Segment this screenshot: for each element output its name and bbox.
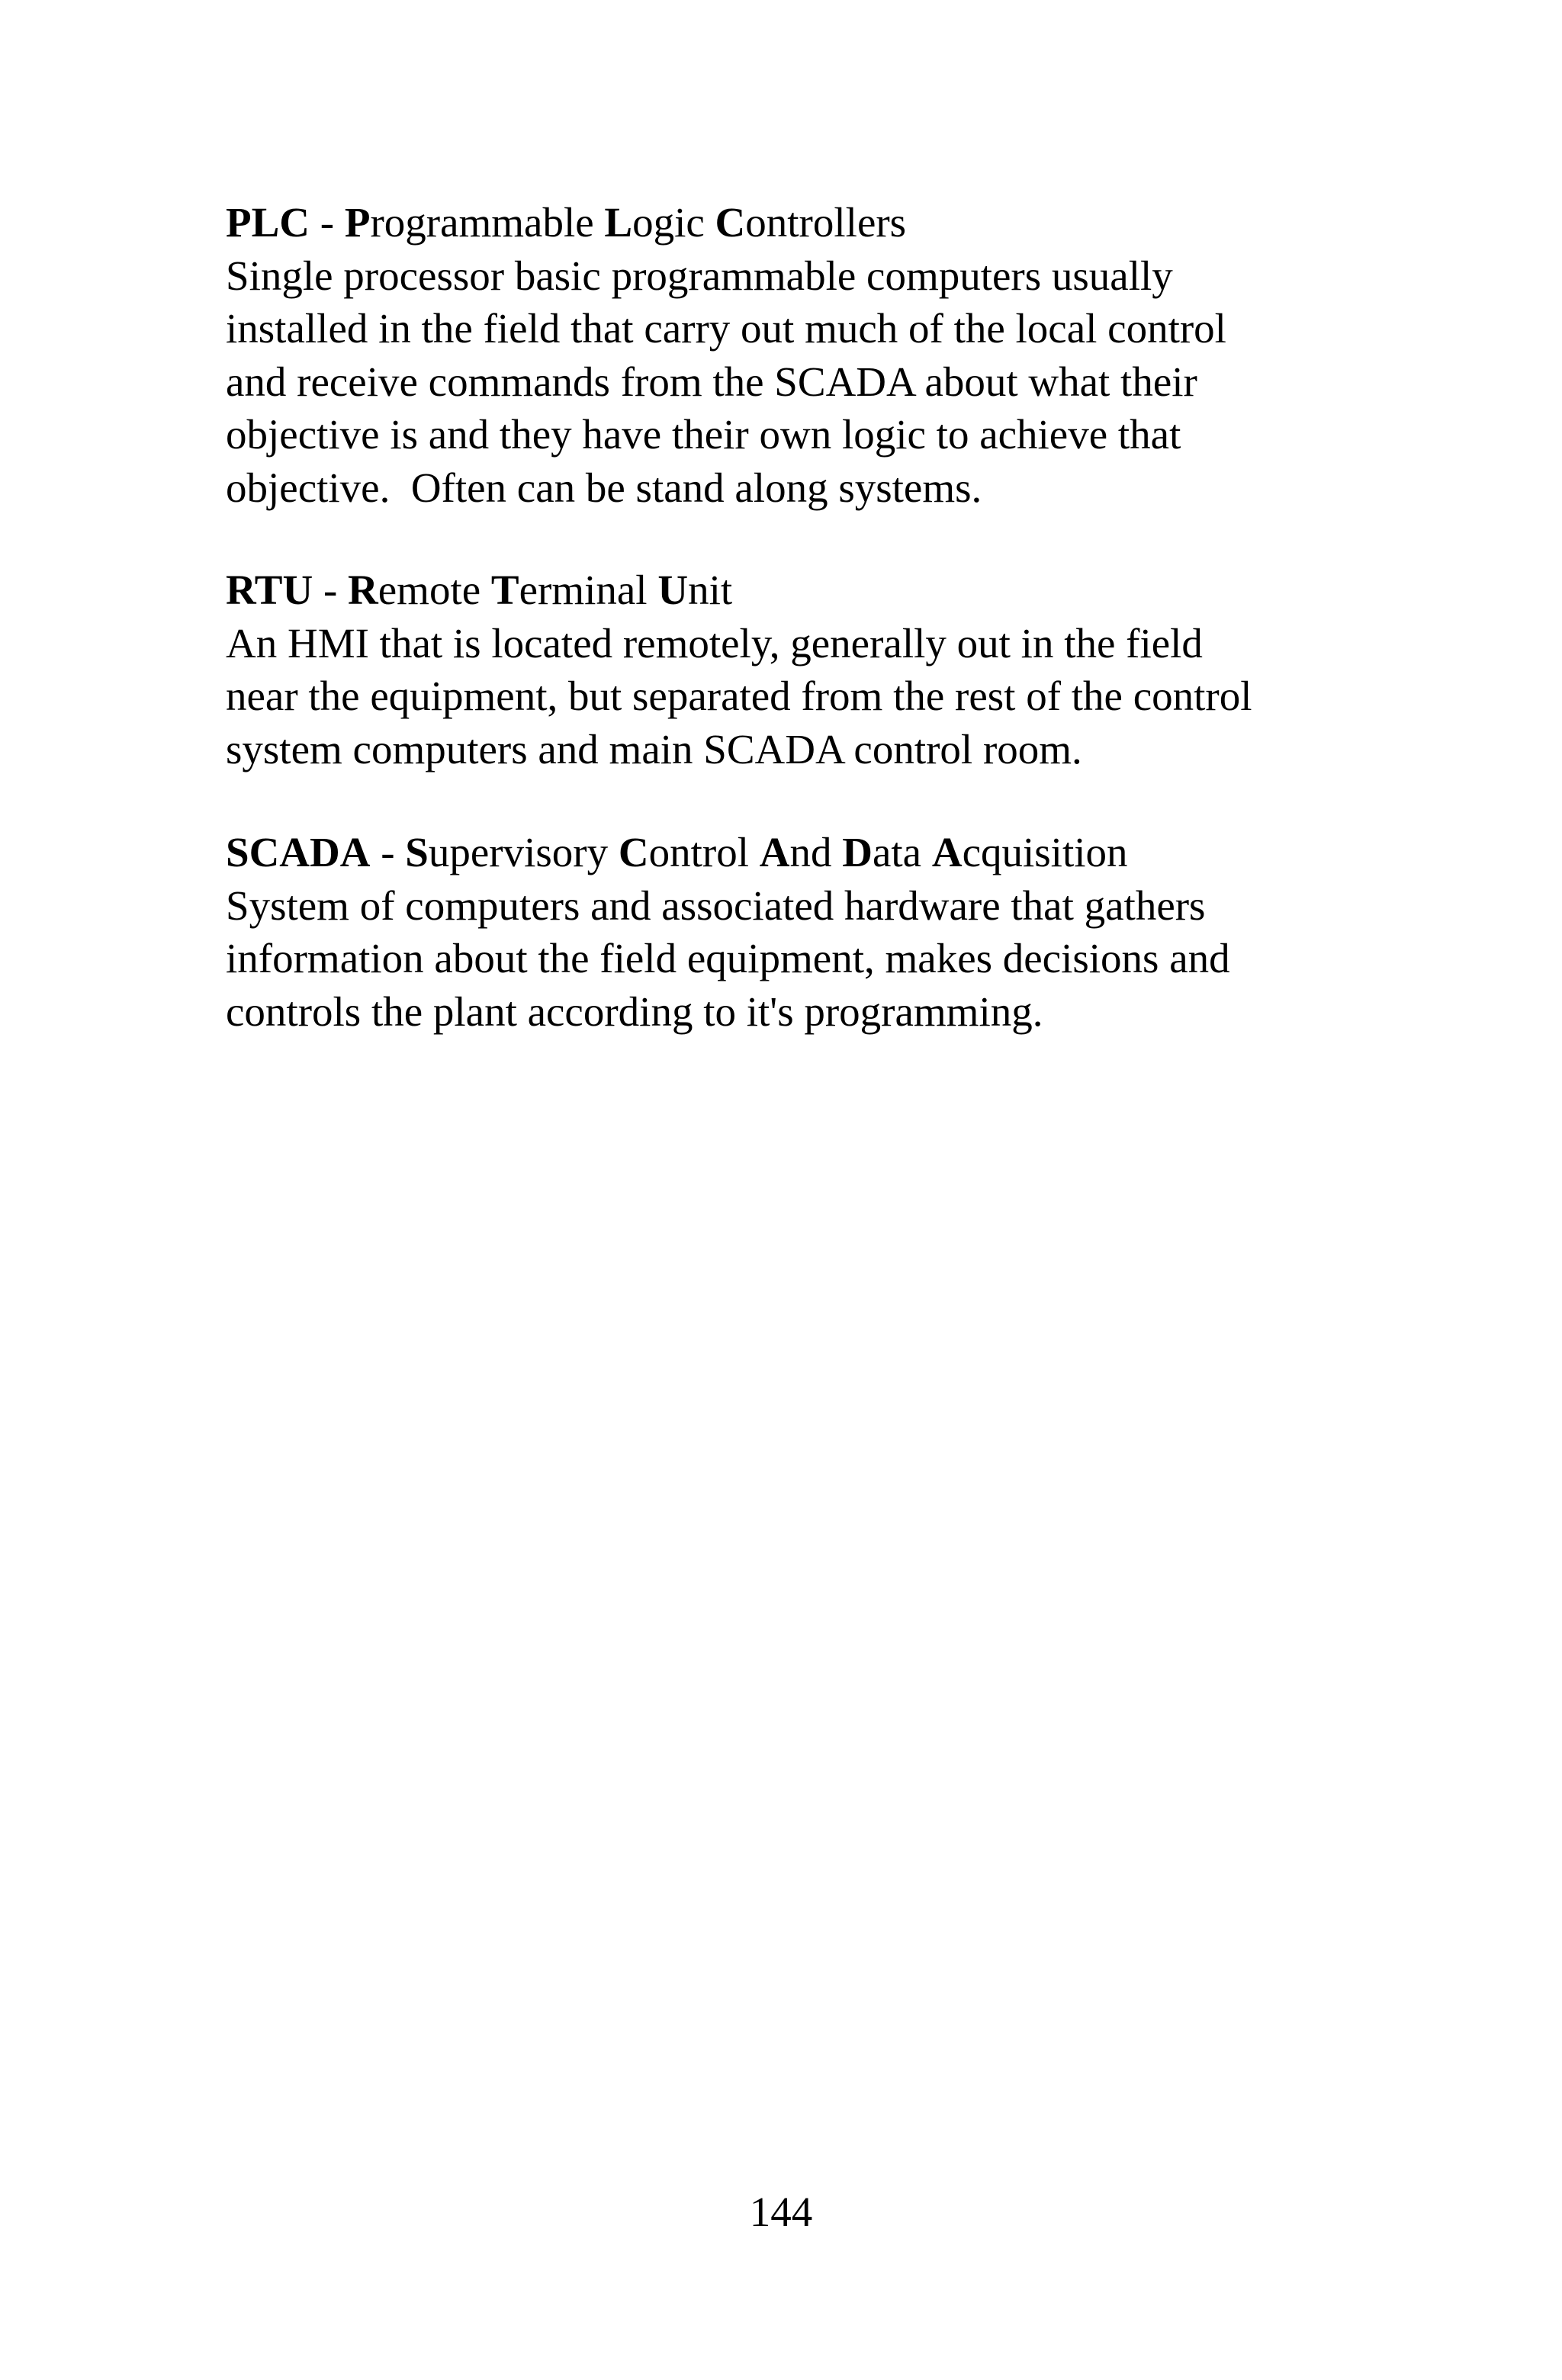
definition-line: objective. Often can be stand along systems. [226, 464, 982, 511]
term-initial: T [490, 567, 519, 613]
term-initial: S [405, 829, 429, 875]
heading-separator: - [370, 829, 406, 875]
term-remainder: ogic [632, 199, 715, 246]
heading-separator: - [310, 199, 345, 246]
term-remainder: erminal [519, 567, 658, 613]
term-initial: P [344, 199, 371, 246]
entry-heading [226, 564, 1385, 617]
glossary-entry-plc [226, 196, 1385, 514]
definition-line: Single processor basic programmable computers usually [226, 252, 1173, 299]
term-remainder: emote [378, 567, 491, 613]
entry-abbreviation: SCADA [226, 829, 371, 875]
entry-abbreviation: RTU [226, 567, 313, 613]
definition-line: System of computers and associated hardware that gathers [226, 882, 1206, 929]
term-initial: U [657, 567, 689, 613]
term-remainder: upervisory [428, 829, 619, 875]
heading-separator: - [313, 567, 349, 613]
definition-line: and receive commands from the SCADA about what their [226, 358, 1197, 405]
definition-line: An HMI that is located remotely, generally out in the field [226, 619, 1203, 666]
term-initial: R [348, 567, 378, 613]
term-remainder: ontrol [648, 829, 760, 875]
definition-line: controls the plant according to it's programming. [226, 988, 1043, 1035]
glossary-entry-rtu [226, 564, 1385, 776]
term-initial: A [931, 829, 963, 875]
definition-line: system computers and main SCADA control room. [226, 725, 1082, 772]
term-remainder: rogrammable [370, 199, 605, 246]
definition-line: information about the field equipment, makes decisions and [226, 935, 1230, 981]
entry-heading [226, 826, 1385, 879]
term-remainder: ontrollers [745, 199, 907, 246]
definition-line: installed in the field that carry out much of the local control [226, 305, 1226, 352]
term-remainder: cquisition [962, 829, 1128, 875]
term-initial: A [759, 829, 790, 875]
definition-line: near the equipment, but separated from the rest of the control [226, 673, 1252, 719]
term-remainder: nd [789, 829, 843, 875]
term-initial: D [842, 829, 873, 875]
term-remainder: ata [872, 829, 932, 875]
entry-heading [226, 196, 1385, 249]
page-number: 144 [749, 2189, 813, 2235]
entry-abbreviation: PLC [226, 199, 310, 246]
term-initial: C [715, 199, 746, 246]
term-initial: C [618, 829, 649, 875]
glossary-entry-scada [226, 826, 1385, 1038]
term-remainder: nit [688, 567, 733, 613]
term-initial: L [604, 199, 633, 246]
definition-line: objective is and they have their own logic to achieve that [226, 411, 1181, 458]
